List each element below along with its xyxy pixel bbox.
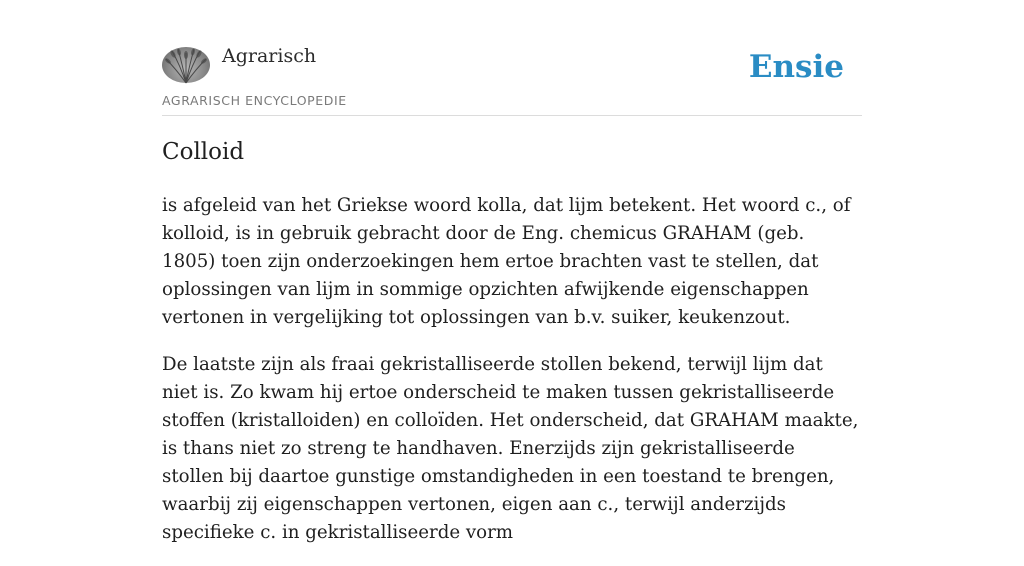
source-name[interactable]: Agrarisch bbox=[222, 45, 317, 67]
source-subtitle: AGRARISCH ENCYCLOPEDIE bbox=[162, 93, 347, 108]
page-title: Colloid bbox=[162, 139, 245, 165]
article-body bbox=[162, 192, 862, 566]
ensie-logo-link[interactable]: Ensie bbox=[748, 49, 844, 85]
article-page bbox=[162, 0, 862, 543]
site-header bbox=[162, 0, 862, 116]
wheat-sheaf-icon[interactable] bbox=[162, 47, 210, 83]
article-paragraph: De laatste zijn als fraai gekristalliseerde stollen bekend, terwijl lijm dat niet is. Zo kwam hij ertoe onderscheid te maken tussen gekristalliseerde stoffen (kristalloiden) en colloïden. Het onderscheid, dat GRAHAM maakte, is thans niet zo streng te handhaven. Enerzijds zijn gekristalliseerde stollen bij daartoe gunstige omstandigheden in een toestand te brengen, waarbij zij eigenschappen vertonen, eigen aan c., terwijl anderzijds specifieke c. in gekristalliseerde vorm bbox=[162, 354, 859, 543]
article-paragraph: is afgeleid van het Griekse woord kolla, dat lijm betekent. Het woord c., of kolloid, is in gebruik gebracht door de Eng. chemicus GRAHAM (geb. 1805) toen zijn onderzoekingen hem ertoe brachten vast te stellen, dat oplossingen van lijm in sommige opzichten afwijkende eigenschappen vertonen in vergelijking tot oplossingen van b.v. suiker, keukenzout. bbox=[162, 195, 851, 328]
